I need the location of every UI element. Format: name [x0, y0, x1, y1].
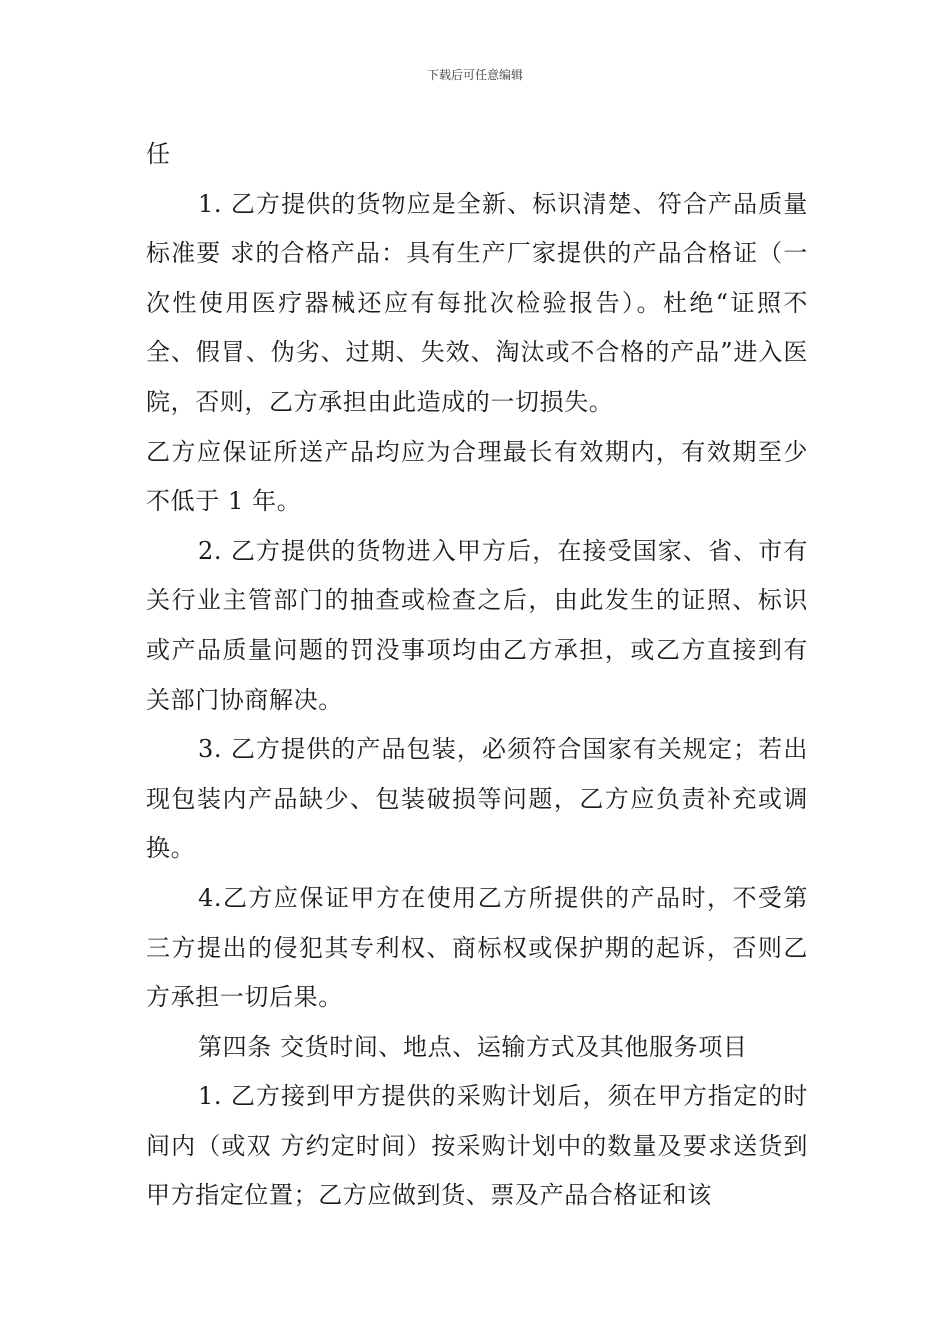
paragraph-clause-1: 1. 乙方提供的货物应是全新、标识清楚、符合产品质量标准要 求的合格产品：具有生产厂家提供的产品合格证（一次性使用医疗器械还应有每批次检验报告）。杜绝“证照不全、假冒、伪劣、过期、失效、淘汰或不合格的产品”进入医院，否则，乙方承担由此造成的一切损失。 [146, 189, 808, 416]
section-heading-article-4: 第四条 交货时间、地点、运输方式及其他服务项目 [198, 1032, 748, 1061]
paragraph-continuation: 任 [146, 140, 171, 168]
page-header-note: 下载后可任意编辑 [426, 68, 523, 82]
paragraph-clause-2: 2. 乙方提供的货物进入甲方后，在接受国家、省、市有关行业主管部门的抽查或检查之后，由此发生的证照、标识或产品质量问题的罚没事项均由乙方承担，或乙方直接到有关部门协商解决。 [146, 536, 808, 714]
document-body [146, 130, 808, 1221]
paragraph-article-4-clause-1: 1. 乙方接到甲方提供的采购计划后，须在甲方指定的时间内（或双 方约定时间）按采购计划中的数量及要求送货到甲方指定位置；乙方应做到货、票及产品合格证和该 [146, 1082, 808, 1210]
paragraph-clause-4: 4.乙方应保证甲方在使用乙方所提供的产品时，不受第三方提出的侵犯其专利权、商标权或保护期的起诉，否则乙方承担一切后果。 [146, 883, 808, 1012]
paragraph-validity: 乙方应保证所送产品均应为合理最长有效期内，有效期至少不低于 1 年。 [146, 437, 808, 516]
paragraph-clause-3: 3. 乙方提供的产品包装，必须符合国家有关规定；若出现包装内产品缺少、包装破损等问题，乙方应负责补充或调换。 [146, 735, 808, 863]
